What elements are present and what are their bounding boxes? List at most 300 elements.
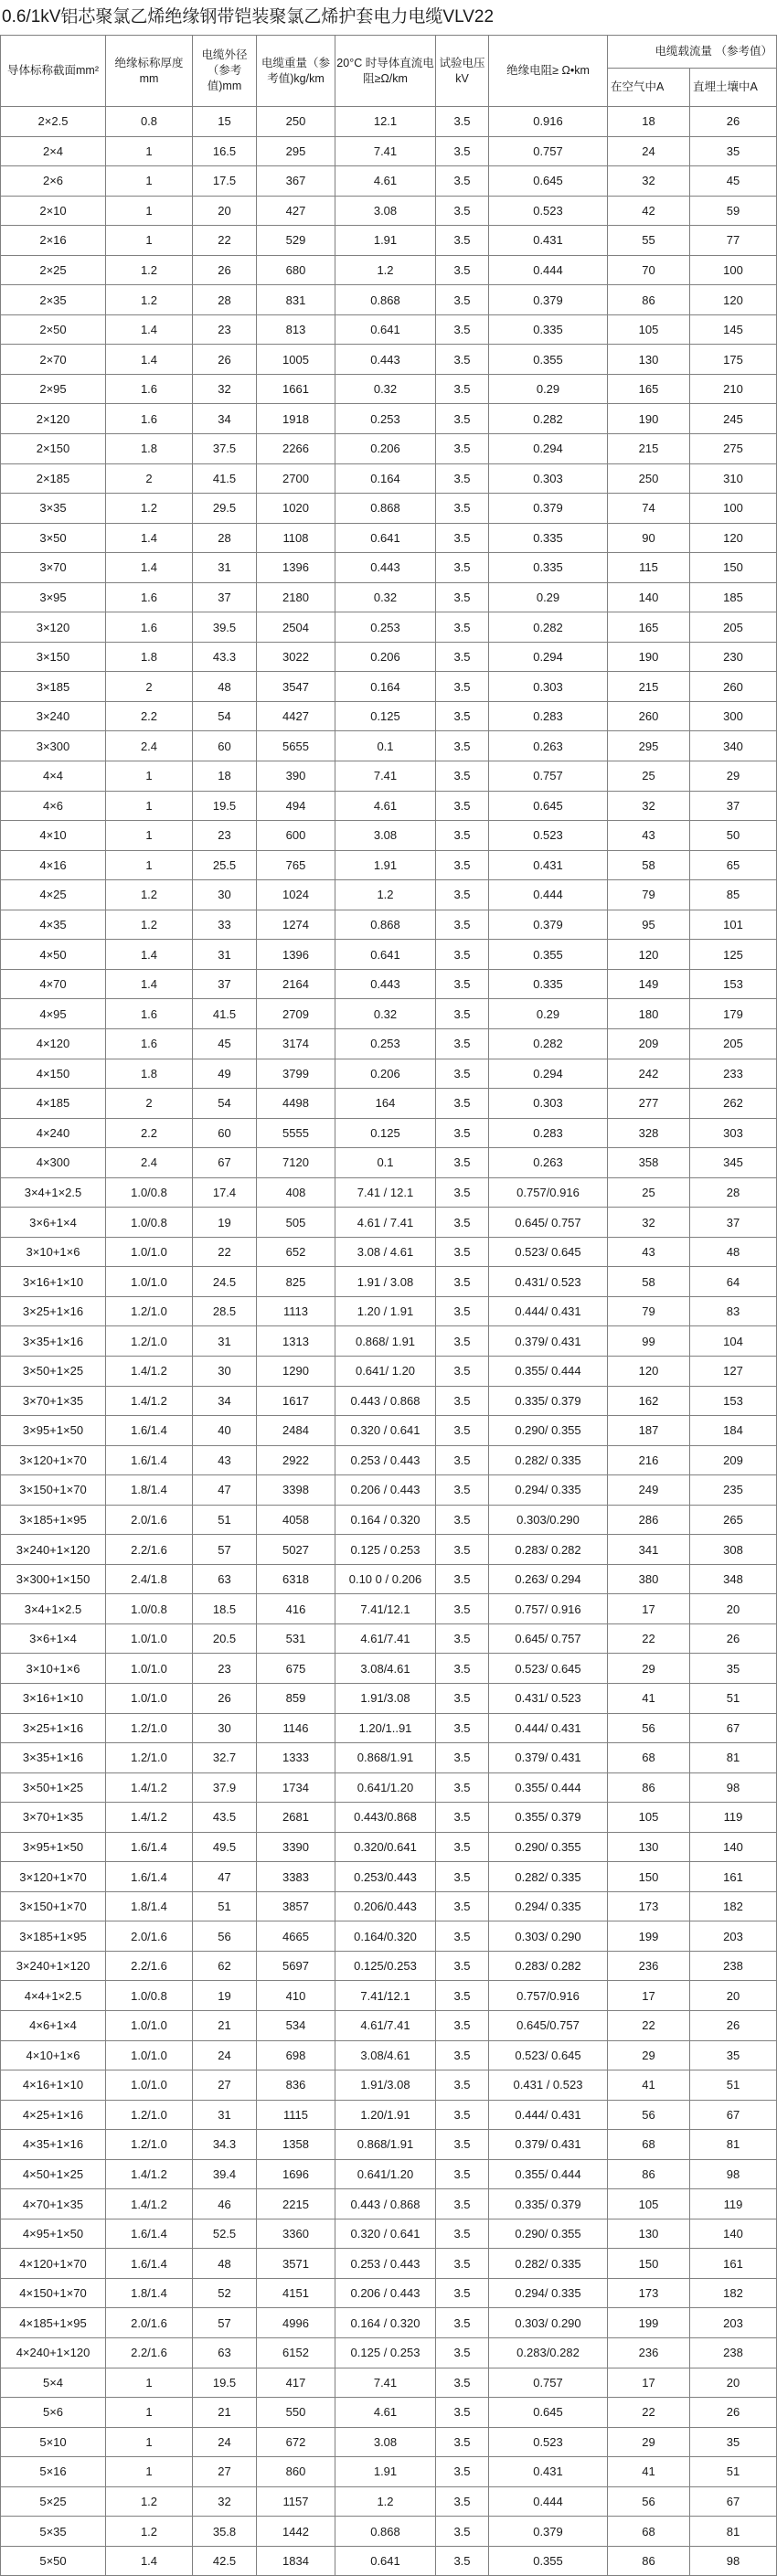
table-row xyxy=(1,1475,777,1506)
cell-insulation: 1.0/1.0 xyxy=(106,1267,193,1297)
table-row xyxy=(1,731,777,761)
cell-resistance: 0.164 / 0.320 xyxy=(335,2308,436,2338)
cell-insulation-resistance: 0.303 xyxy=(489,1089,608,1119)
cell-soil-ampacity: 64 xyxy=(690,1267,777,1297)
cell-voltage: 3.5 xyxy=(436,1118,489,1148)
cell-insulation-resistance: 0.444/ 0.431 xyxy=(489,1296,608,1326)
cell-diameter: 25.5 xyxy=(193,850,257,880)
cell-insulation-resistance: 0.355/ 0.444 xyxy=(489,1772,608,1803)
cell-area: 5×10 xyxy=(1,2427,106,2457)
cell-insulation: 1.0/1.0 xyxy=(106,1683,193,1713)
cell-soil-ampacity: 127 xyxy=(690,1356,777,1386)
cell-weight: 4498 xyxy=(257,1089,335,1119)
cell-diameter: 32 xyxy=(193,2486,257,2517)
cell-area: 4×240+1×120 xyxy=(1,2338,106,2368)
cell-diameter: 56 xyxy=(193,1921,257,1952)
cell-weight: 1834 xyxy=(257,2546,335,2576)
cell-diameter: 63 xyxy=(193,2338,257,2368)
cell-insulation: 1.0/1.0 xyxy=(106,2070,193,2101)
cell-area: 5×50 xyxy=(1,2546,106,2576)
cell-insulation: 1 xyxy=(106,850,193,880)
table-row xyxy=(1,255,777,285)
cell-area: 4×95+1×50 xyxy=(1,2219,106,2249)
cell-diameter: 28 xyxy=(193,523,257,553)
cell-diameter: 31 xyxy=(193,2100,257,2130)
cell-insulation-resistance: 0.355/ 0.444 xyxy=(489,1356,608,1386)
cell-air-ampacity: 41 xyxy=(608,2070,690,2101)
cell-voltage: 3.5 xyxy=(436,1416,489,1446)
cell-soil-ampacity: 26 xyxy=(690,2011,777,2041)
cell-diameter: 26 xyxy=(193,345,257,375)
cell-insulation-resistance: 0.431/ 0.523 xyxy=(489,1267,608,1297)
cell-diameter: 30 xyxy=(193,1713,257,1743)
cell-weight: 836 xyxy=(257,2070,335,2101)
cell-insulation-resistance: 0.335 xyxy=(489,314,608,345)
cell-insulation: 1.4 xyxy=(106,345,193,375)
cell-resistance: 1.91 xyxy=(335,226,436,256)
cell-area: 5×16 xyxy=(1,2457,106,2487)
table-row xyxy=(1,1505,777,1535)
table-row xyxy=(1,1208,777,1238)
cell-insulation: 1.0/1.0 xyxy=(106,1623,193,1654)
cell-weight: 2266 xyxy=(257,434,335,464)
cell-resistance: 0.253 / 0.443 xyxy=(335,2249,436,2279)
cell-insulation: 1 xyxy=(106,2457,193,2487)
cell-soil-ampacity: 26 xyxy=(690,2398,777,2428)
cell-voltage: 3.5 xyxy=(436,1326,489,1357)
cell-area: 2×10 xyxy=(1,196,106,226)
table-row xyxy=(1,314,777,345)
cell-soil-ampacity: 45 xyxy=(690,166,777,197)
cell-weight: 2709 xyxy=(257,999,335,1029)
cell-voltage: 3.5 xyxy=(436,1921,489,1952)
table-row xyxy=(1,1921,777,1952)
cell-area: 3×35 xyxy=(1,494,106,524)
cell-insulation-resistance: 0.335/ 0.379 xyxy=(489,2189,608,2219)
cell-weight: 1396 xyxy=(257,940,335,970)
cell-area: 4×35 xyxy=(1,910,106,940)
cell-air-ampacity: 130 xyxy=(608,1832,690,1862)
cell-weight: 3799 xyxy=(257,1059,335,1089)
cell-insulation: 1.6/1.4 xyxy=(106,1416,193,1446)
cell-air-ampacity: 187 xyxy=(608,1416,690,1446)
cell-soil-ampacity: 100 xyxy=(690,494,777,524)
cell-soil-ampacity: 98 xyxy=(690,1772,777,1803)
cell-resistance: 7.41 xyxy=(335,2368,436,2398)
cell-diameter: 57 xyxy=(193,2308,257,2338)
cell-resistance: 0.641 xyxy=(335,2546,436,2576)
cell-soil-ampacity: 140 xyxy=(690,2219,777,2249)
cell-voltage: 3.5 xyxy=(436,523,489,553)
table-row xyxy=(1,761,777,792)
cell-voltage: 3.5 xyxy=(436,999,489,1029)
cell-soil-ampacity: 310 xyxy=(690,463,777,494)
cell-resistance: 1.20 / 1.91 xyxy=(335,1296,436,1326)
cell-weight: 1005 xyxy=(257,345,335,375)
cell-area: 2×35 xyxy=(1,285,106,315)
cell-insulation-resistance: 0.444/ 0.431 xyxy=(489,2100,608,2130)
cell-voltage: 3.5 xyxy=(436,791,489,821)
cell-resistance: 4.61 / 7.41 xyxy=(335,1208,436,1238)
cell-diameter: 21 xyxy=(193,2398,257,2428)
cell-weight: 2484 xyxy=(257,1416,335,1446)
cell-insulation: 1.6 xyxy=(106,999,193,1029)
table-row xyxy=(1,940,777,970)
cell-diameter: 43 xyxy=(193,1445,257,1475)
cell-diameter: 51 xyxy=(193,1891,257,1921)
cell-area: 3×120+1×70 xyxy=(1,1445,106,1475)
cell-resistance: 4.61/7.41 xyxy=(335,2011,436,2041)
cell-voltage: 3.5 xyxy=(436,2070,489,2101)
cell-weight: 6318 xyxy=(257,1564,335,1594)
cell-voltage: 3.5 xyxy=(436,2368,489,2398)
cell-voltage: 3.5 xyxy=(436,1832,489,1862)
cell-weight: 600 xyxy=(257,821,335,851)
cell-resistance: 0.32 xyxy=(335,374,436,404)
cell-diameter: 30 xyxy=(193,880,257,910)
cell-diameter: 41.5 xyxy=(193,463,257,494)
cell-insulation-resistance: 0.282 xyxy=(489,404,608,434)
cell-resistance: 7.41 / 12.1 xyxy=(335,1177,436,1208)
cell-air-ampacity: 32 xyxy=(608,1208,690,1238)
cell-resistance: 0.641 xyxy=(335,314,436,345)
cable-spec-table xyxy=(0,35,777,2576)
cell-area: 3×35+1×16 xyxy=(1,1326,106,1357)
cell-diameter: 26 xyxy=(193,255,257,285)
cell-insulation: 2.2 xyxy=(106,1118,193,1148)
cell-air-ampacity: 173 xyxy=(608,2278,690,2308)
cell-soil-ampacity: 28 xyxy=(690,1177,777,1208)
cell-air-ampacity: 105 xyxy=(608,2189,690,2219)
cell-resistance: 0.253/0.443 xyxy=(335,1862,436,1892)
cell-diameter: 31 xyxy=(193,1326,257,1357)
cell-soil-ampacity: 230 xyxy=(690,642,777,672)
cell-soil-ampacity: 77 xyxy=(690,226,777,256)
cell-diameter: 24.5 xyxy=(193,1267,257,1297)
cell-voltage: 3.5 xyxy=(436,1028,489,1059)
table-row xyxy=(1,1148,777,1178)
table-row xyxy=(1,226,777,256)
cell-area: 5×4 xyxy=(1,2368,106,2398)
cell-soil-ampacity: 303 xyxy=(690,1118,777,1148)
cell-insulation: 1.0/0.8 xyxy=(106,1981,193,2011)
cell-voltage: 3.5 xyxy=(436,553,489,583)
cell-air-ampacity: 165 xyxy=(608,374,690,404)
cell-insulation-resistance: 0.303/ 0.290 xyxy=(489,1921,608,1952)
cell-insulation-resistance: 0.303 xyxy=(489,672,608,702)
cell-voltage: 3.5 xyxy=(436,107,489,137)
cell-insulation-resistance: 0.431 xyxy=(489,850,608,880)
cell-diameter: 34 xyxy=(193,1386,257,1416)
cell-area: 2×120 xyxy=(1,404,106,434)
cell-weight: 1333 xyxy=(257,1743,335,1773)
cell-insulation-resistance: 0.294 xyxy=(489,1059,608,1089)
table-row xyxy=(1,999,777,1029)
cell-voltage: 3.5 xyxy=(436,672,489,702)
cell-resistance: 0.443 / 0.868 xyxy=(335,1386,436,1416)
cell-weight: 529 xyxy=(257,226,335,256)
cell-diameter: 57 xyxy=(193,1535,257,1565)
cell-insulation-resistance: 0.294/ 0.335 xyxy=(489,2278,608,2308)
cell-diameter: 47 xyxy=(193,1862,257,1892)
cell-insulation-resistance: 0.444 xyxy=(489,2486,608,2517)
table-row xyxy=(1,1594,777,1624)
cell-insulation: 1.2/1.0 xyxy=(106,1743,193,1773)
cell-weight: 3547 xyxy=(257,672,335,702)
cell-insulation: 1.6 xyxy=(106,612,193,643)
cell-diameter: 63 xyxy=(193,1564,257,1594)
cell-area: 3×185 xyxy=(1,672,106,702)
table-row xyxy=(1,880,777,910)
cell-insulation: 1 xyxy=(106,196,193,226)
cell-air-ampacity: 277 xyxy=(608,1089,690,1119)
cell-area: 4×150 xyxy=(1,1059,106,1089)
cell-air-ampacity: 209 xyxy=(608,1028,690,1059)
table-row xyxy=(1,2338,777,2368)
table-row xyxy=(1,1623,777,1654)
cell-insulation: 1.2/1.0 xyxy=(106,1296,193,1326)
cell-insulation-resistance: 0.523 xyxy=(489,821,608,851)
cell-air-ampacity: 25 xyxy=(608,1177,690,1208)
cell-resistance: 0.253 xyxy=(335,1028,436,1059)
cell-resistance: 0.641/ 1.20 xyxy=(335,1356,436,1386)
cell-weight: 1396 xyxy=(257,553,335,583)
cell-insulation: 2 xyxy=(106,672,193,702)
cell-voltage: 3.5 xyxy=(436,136,489,166)
cell-air-ampacity: 199 xyxy=(608,1921,690,1952)
cell-soil-ampacity: 20 xyxy=(690,2368,777,2398)
cell-area: 3×70 xyxy=(1,553,106,583)
cell-resistance: 1.2 xyxy=(335,2486,436,2517)
cell-area: 3×95+1×50 xyxy=(1,1832,106,1862)
cell-weight: 1274 xyxy=(257,910,335,940)
cell-soil-ampacity: 35 xyxy=(690,2040,777,2070)
cell-weight: 698 xyxy=(257,2040,335,2070)
cell-insulation-resistance: 0.757/0.916 xyxy=(489,1177,608,1208)
table-row xyxy=(1,1981,777,2011)
cell-soil-ampacity: 140 xyxy=(690,1832,777,1862)
cell-voltage: 3.5 xyxy=(436,255,489,285)
cell-insulation: 1.4/1.2 xyxy=(106,1356,193,1386)
cell-air-ampacity: 286 xyxy=(608,1505,690,1535)
cell-resistance: 1.91 xyxy=(335,2457,436,2487)
cell-area: 4×50+1×25 xyxy=(1,2159,106,2189)
cell-insulation: 1.6 xyxy=(106,582,193,612)
cell-insulation-resistance: 0.757 xyxy=(489,761,608,792)
cell-weight: 2180 xyxy=(257,582,335,612)
cell-voltage: 3.5 xyxy=(436,2011,489,2041)
cell-voltage: 3.5 xyxy=(436,1208,489,1238)
cell-resistance: 1.2 xyxy=(335,255,436,285)
header-ampacity: 电缆载流量 （参考值） xyxy=(608,36,777,69)
cell-air-ampacity: 22 xyxy=(608,2011,690,2041)
cell-insulation-resistance: 0.29 xyxy=(489,374,608,404)
cell-voltage: 3.5 xyxy=(436,2517,489,2547)
cell-diameter: 23 xyxy=(193,314,257,345)
cell-diameter: 24 xyxy=(193,2040,257,2070)
cell-insulation-resistance: 0.294 xyxy=(489,434,608,464)
cell-air-ampacity: 358 xyxy=(608,1148,690,1178)
cell-soil-ampacity: 29 xyxy=(690,761,777,792)
cell-weight: 4058 xyxy=(257,1505,335,1535)
cell-resistance: 0.868/1.91 xyxy=(335,1743,436,1773)
cell-area: 3×240+1×120 xyxy=(1,1535,106,1565)
cell-weight: 1696 xyxy=(257,2159,335,2189)
cell-soil-ampacity: 81 xyxy=(690,1743,777,1773)
cell-resistance: 4.61/7.41 xyxy=(335,1623,436,1654)
table-row xyxy=(1,136,777,166)
cell-voltage: 3.5 xyxy=(436,2457,489,2487)
table-row xyxy=(1,2368,777,2398)
header-resistance: 20°C 时导体直流电阻≥Ω/km xyxy=(335,36,436,107)
cell-weight: 1290 xyxy=(257,1356,335,1386)
cell-resistance: 0.253 xyxy=(335,612,436,643)
cell-air-ampacity: 115 xyxy=(608,553,690,583)
cell-air-ampacity: 86 xyxy=(608,2159,690,2189)
cell-air-ampacity: 68 xyxy=(608,2130,690,2160)
table-row xyxy=(1,2159,777,2189)
cell-weight: 410 xyxy=(257,1981,335,2011)
cell-diameter: 52 xyxy=(193,2278,257,2308)
cell-weight: 427 xyxy=(257,196,335,226)
cell-insulation: 0.8 xyxy=(106,107,193,137)
cell-diameter: 60 xyxy=(193,1118,257,1148)
table-row xyxy=(1,2457,777,2487)
cell-voltage: 3.5 xyxy=(436,612,489,643)
cell-soil-ampacity: 233 xyxy=(690,1059,777,1089)
cell-diameter: 18.5 xyxy=(193,1594,257,1624)
cell-soil-ampacity: 26 xyxy=(690,107,777,137)
cell-resistance: 0.164 xyxy=(335,463,436,494)
cell-soil-ampacity: 175 xyxy=(690,345,777,375)
cell-voltage: 3.5 xyxy=(436,1594,489,1624)
cell-area: 2×95 xyxy=(1,374,106,404)
cell-soil-ampacity: 340 xyxy=(690,731,777,761)
table-row xyxy=(1,2040,777,2070)
cell-resistance: 0.443 / 0.868 xyxy=(335,2189,436,2219)
cell-diameter: 17.5 xyxy=(193,166,257,197)
cell-air-ampacity: 173 xyxy=(608,1891,690,1921)
cell-air-ampacity: 105 xyxy=(608,1803,690,1833)
cell-insulation-resistance: 0.282/ 0.335 xyxy=(489,1862,608,1892)
cell-resistance: 1.20/1.91 xyxy=(335,2100,436,2130)
cell-soil-ampacity: 345 xyxy=(690,1148,777,1178)
cell-air-ampacity: 341 xyxy=(608,1535,690,1565)
cell-area: 4×185+1×95 xyxy=(1,2308,106,2338)
table-row xyxy=(1,1177,777,1208)
cell-insulation: 1.6 xyxy=(106,374,193,404)
cell-weight: 5027 xyxy=(257,1535,335,1565)
cell-soil-ampacity: 235 xyxy=(690,1475,777,1506)
cell-voltage: 3.5 xyxy=(436,969,489,999)
cell-area: 3×25+1×16 xyxy=(1,1713,106,1743)
table-row xyxy=(1,2308,777,2338)
cell-weight: 813 xyxy=(257,314,335,345)
cell-resistance: 4.61 xyxy=(335,2398,436,2428)
cell-weight: 250 xyxy=(257,107,335,137)
cell-diameter: 54 xyxy=(193,1089,257,1119)
table-row xyxy=(1,553,777,583)
cell-soil-ampacity: 308 xyxy=(690,1535,777,1565)
cell-weight: 4996 xyxy=(257,2308,335,2338)
cell-resistance: 3.08/4.61 xyxy=(335,2040,436,2070)
cell-resistance: 0.443/0.868 xyxy=(335,1803,436,1833)
cell-air-ampacity: 86 xyxy=(608,1772,690,1803)
cell-resistance: 0.868 xyxy=(335,2517,436,2547)
cell-air-ampacity: 215 xyxy=(608,672,690,702)
cell-voltage: 3.5 xyxy=(436,880,489,910)
cell-diameter: 31 xyxy=(193,940,257,970)
cell-area: 2×4 xyxy=(1,136,106,166)
cell-diameter: 48 xyxy=(193,672,257,702)
table-row xyxy=(1,285,777,315)
cell-insulation: 2.4/1.8 xyxy=(106,1564,193,1594)
cell-insulation-resistance: 0.379 xyxy=(489,494,608,524)
cell-insulation-resistance: 0.757/ 0.916 xyxy=(489,1594,608,1624)
cell-soil-ampacity: 348 xyxy=(690,1564,777,1594)
cell-voltage: 3.5 xyxy=(436,374,489,404)
cell-area: 3×10+1×6 xyxy=(1,1654,106,1684)
cell-insulation-resistance: 0.355 xyxy=(489,2546,608,2576)
table-row xyxy=(1,910,777,940)
cell-weight: 1918 xyxy=(257,404,335,434)
cell-resistance: 0.641/1.20 xyxy=(335,2159,436,2189)
cell-area: 3×95+1×50 xyxy=(1,1416,106,1446)
cell-soil-ampacity: 51 xyxy=(690,2457,777,2487)
table-row xyxy=(1,1267,777,1297)
cell-resistance: 0.443 xyxy=(335,345,436,375)
cell-voltage: 3.5 xyxy=(436,1505,489,1535)
cell-air-ampacity: 79 xyxy=(608,1296,690,1326)
cell-diameter: 49 xyxy=(193,1059,257,1089)
cell-air-ampacity: 250 xyxy=(608,463,690,494)
cell-diameter: 19 xyxy=(193,1981,257,2011)
cell-voltage: 3.5 xyxy=(436,314,489,345)
cell-voltage: 3.5 xyxy=(436,1683,489,1713)
cell-soil-ampacity: 81 xyxy=(690,2517,777,2547)
cell-insulation: 1.2 xyxy=(106,494,193,524)
cell-voltage: 3.5 xyxy=(436,701,489,731)
cell-soil-ampacity: 26 xyxy=(690,1623,777,1654)
cell-resistance: 0.320/0.641 xyxy=(335,1832,436,1862)
cell-resistance: 1.2 xyxy=(335,880,436,910)
cell-resistance: 0.125 xyxy=(335,701,436,731)
table-row xyxy=(1,1832,777,1862)
cell-weight: 2700 xyxy=(257,463,335,494)
cell-soil-ampacity: 98 xyxy=(690,2546,777,2576)
cell-area: 4×4+1×2.5 xyxy=(1,1981,106,2011)
cell-diameter: 19.5 xyxy=(193,2368,257,2398)
cell-insulation: 1.4/1.2 xyxy=(106,1803,193,1833)
table-row xyxy=(1,1089,777,1119)
cell-diameter: 48 xyxy=(193,2249,257,2279)
cell-resistance: 0.1 xyxy=(335,1148,436,1178)
cell-insulation: 2 xyxy=(106,463,193,494)
table-row xyxy=(1,2546,777,2576)
cell-air-ampacity: 55 xyxy=(608,226,690,256)
cell-voltage: 3.5 xyxy=(436,2159,489,2189)
cell-area: 4×4 xyxy=(1,761,106,792)
cell-soil-ampacity: 67 xyxy=(690,1713,777,1743)
cell-resistance: 0.32 xyxy=(335,999,436,1029)
cell-area: 2×6 xyxy=(1,166,106,197)
cell-diameter: 26 xyxy=(193,1683,257,1713)
cell-air-ampacity: 95 xyxy=(608,910,690,940)
cell-resistance: 0.206/0.443 xyxy=(335,1891,436,1921)
cell-voltage: 3.5 xyxy=(436,1981,489,2011)
cell-insulation: 1.4 xyxy=(106,314,193,345)
cell-area: 3×4+1×2.5 xyxy=(1,1594,106,1624)
